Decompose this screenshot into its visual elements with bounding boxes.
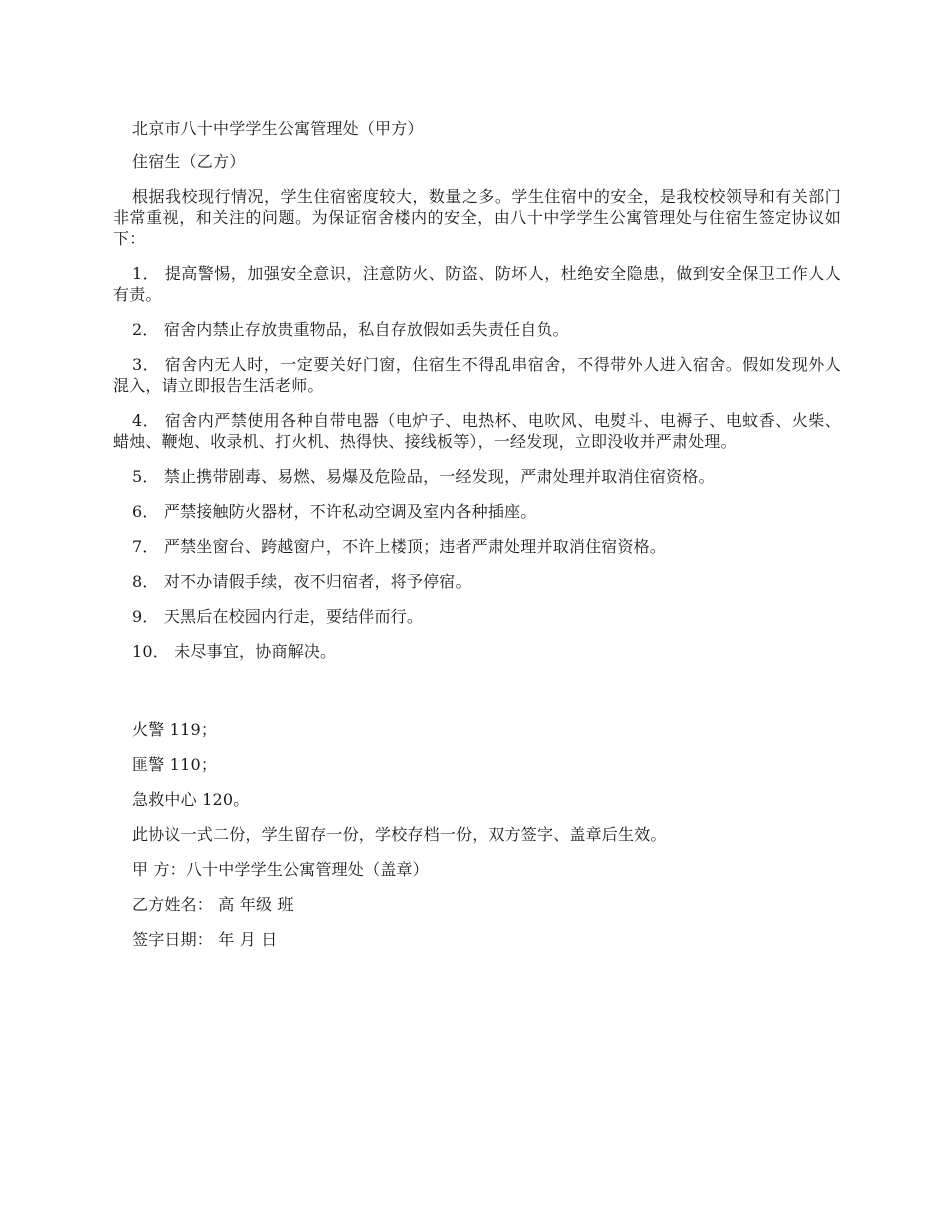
signature-date: 签字日期： 年 月 日 — [132, 930, 278, 949]
clause-2: 2． 宿舍内禁止存放贵重物品，私自存放假如丢失责任自负。 — [132, 320, 569, 339]
clause-8: 8． 对不办请假手续，夜不归宿者，将予停宿。 — [132, 572, 472, 591]
emergency-ambulance: 急救中心 120。 — [132, 790, 250, 809]
party-a: 北京市八十中学学生公寓管理处（甲方） — [132, 119, 424, 138]
section-gap — [113, 676, 841, 719]
closing-statement: 此协议一式二份，学生留存一份，学校存档一份，双方签字、盖章后生效。 — [132, 825, 667, 844]
clause-6: 6． 严禁接触防火器材，不许私动空调及室内各种插座。 — [132, 502, 537, 521]
emergency-fire: 火警 119； — [132, 720, 218, 739]
clause-7: 7． 严禁坐窗台、跨越窗户，不许上楼顶；违者严肃处理并取消住宿资格。 — [132, 537, 667, 556]
emergency-police: 匪警 110； — [132, 755, 218, 774]
signature-party-a: 甲 方：八十中学学生公寓管理处（盖章） — [132, 860, 429, 879]
clause-3: 3． 宿舍内无人时，一定要关好门窗，住宿生不得乱串宿舍，不得带外人进入宿舍。假如发现外人混入，请立即报告生活老师。 — [113, 355, 841, 395]
document-page — [113, 118, 841, 964]
clause-1: 1． 提高警惕，加强安全意识，注意防火、防盗、防坏人，杜绝安全隐患，做到安全保卫工作人人有责。 — [113, 264, 841, 304]
party-b: 住宿生（乙方） — [132, 152, 246, 171]
signature-party-b: 乙方姓名： 高 年级 班 — [132, 895, 294, 914]
intro-paragraph: 根据我校现行情况，学生住宿密度较大，数量之多。学生住宿中的安全，是我校校领导和有关部门非常重视，和关注的问题。为保证宿舍楼内的安全，由八十中学学生公寓管理处与住宿生签定协议如下： — [113, 187, 841, 248]
clause-5: 5． 禁止携带剧毒、易燃、易爆及危险品，一经发现，严肃处理并取消住宿资格。 — [132, 467, 715, 486]
clause-10: 10． 未尽事宜，协商解决。 — [132, 642, 337, 661]
clause-9: 9． 天黑后在校园内行走，要结伴而行。 — [132, 607, 424, 626]
clause-4: 4． 宿舍内严禁使用各种自带电器（电炉子、电热杯、电吹风、电熨斗、电褥子、电蚊香、火柴、蜡烛、鞭炮、收录机、打火机、热得快、接线板等），一经发现，立即没收并严肃处理。 — [113, 411, 841, 451]
